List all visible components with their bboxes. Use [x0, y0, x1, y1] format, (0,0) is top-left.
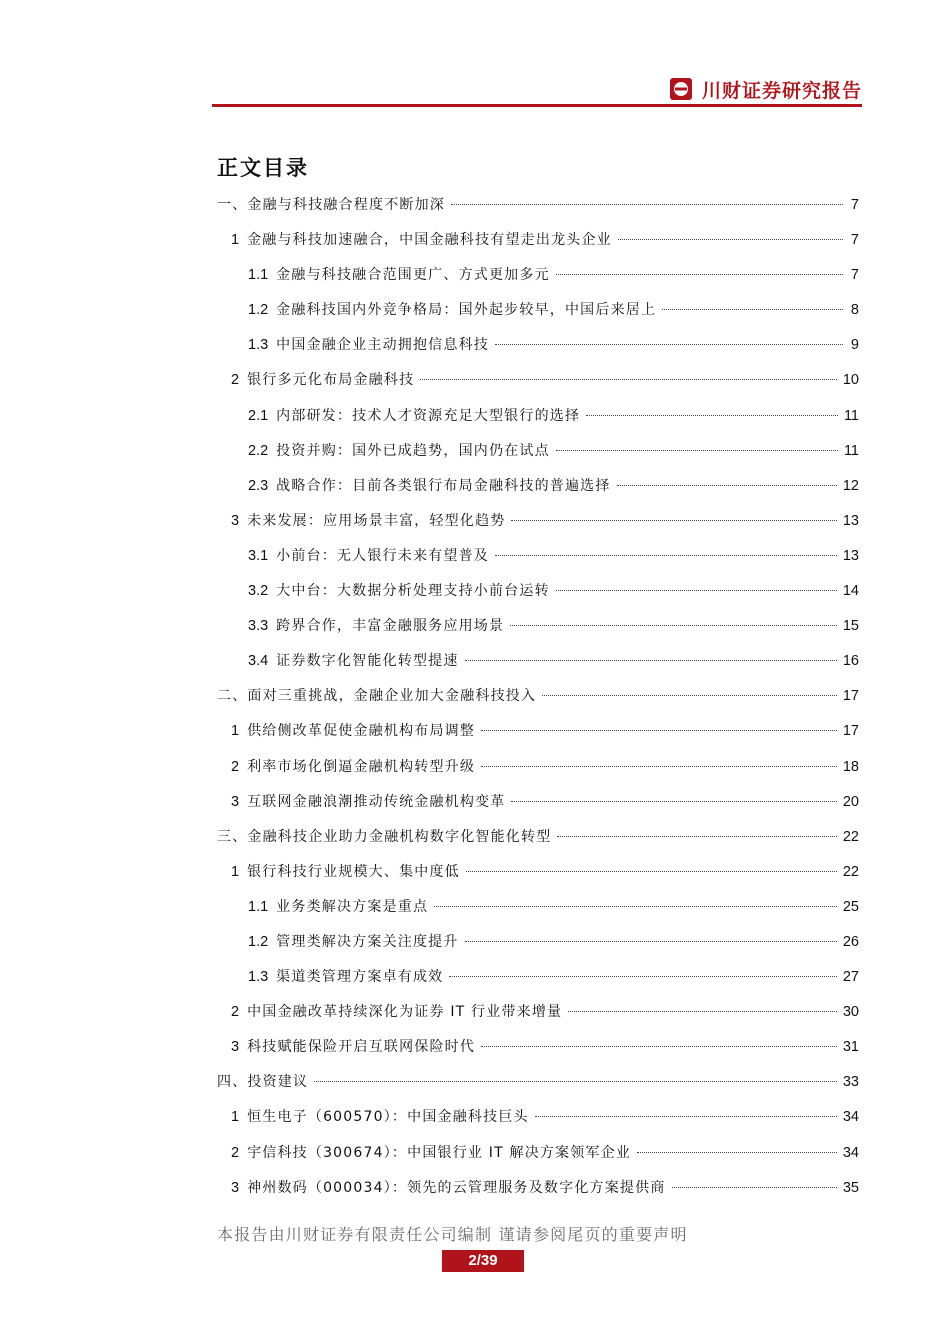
toc-entry-title: 银行多元化布局金融科技: [247, 372, 415, 389]
toc-entry-title: 小前台：无人银行未来有望普及: [276, 547, 489, 564]
toc-entry[interactable]: [217, 434, 859, 469]
toc-entry-title: 跨界合作，丰富金融服务应用场景: [276, 618, 505, 635]
toc-leader-dots: [511, 520, 836, 521]
toc-entry[interactable]: [217, 188, 859, 223]
toc-entry[interactable]: [217, 1136, 859, 1171]
toc-leader-dots: [586, 415, 838, 416]
toc-leader-dots: [542, 695, 837, 696]
toc-entry[interactable]: [217, 363, 859, 398]
toc-entry-page: 34: [842, 1144, 859, 1161]
toc-entry-title: 战略合作：目前各类银行布局金融科技的普遍选择: [276, 477, 611, 494]
toc-entry-page: 27: [842, 969, 859, 986]
toc-entry-page: 33: [842, 1074, 859, 1091]
toc-entry-number: 2.1: [248, 407, 269, 424]
toc-entry-page: 20: [842, 793, 859, 810]
page-header: [212, 74, 862, 108]
toc-leader-dots: [420, 379, 837, 380]
toc-entry-number: 1.2: [248, 933, 269, 950]
toc-entry-number: 2: [231, 1144, 240, 1161]
toc-leader-dots: [556, 590, 837, 591]
toc-entry[interactable]: [217, 960, 859, 995]
toc-entry-title: 四、投资建议: [217, 1074, 309, 1091]
toc-entry[interactable]: [217, 925, 859, 960]
toc-entry-page: 13: [842, 547, 859, 564]
toc-entry-title: 二、面对三重挑战，金融企业加大金融科技投入: [217, 688, 537, 705]
toc-entry-title: 中国金融企业主动拥抱信息科技: [276, 337, 489, 354]
toc-leader-dots: [481, 766, 837, 767]
toc-entry-page: 22: [842, 828, 859, 845]
toc-entry-page: 17: [842, 723, 859, 740]
toc-entry-page: 9: [850, 337, 859, 354]
toc-entry-number: 2.3: [248, 477, 269, 494]
toc-entry-number: 1: [231, 1109, 240, 1126]
toc-leader-dots: [535, 1116, 837, 1117]
toc-title: 正文目录: [217, 156, 309, 180]
toc-leader-dots: [314, 1081, 837, 1082]
toc-entry-number: 1: [231, 863, 240, 880]
toc-entry[interactable]: [217, 1171, 859, 1206]
toc-entry-page: 11: [843, 442, 859, 459]
toc-entry-number: 2: [231, 758, 240, 775]
toc-entry[interactable]: [217, 890, 859, 925]
toc-entry-number: 3.4: [248, 653, 269, 670]
page-indicator: 2/39: [442, 1250, 524, 1272]
toc-entry-page: 17: [842, 688, 859, 705]
toc-entry-title: 银行科技行业规模大、集中度低: [247, 863, 460, 880]
toc-leader-dots: [466, 871, 837, 872]
toc-entry-title: 宇信科技（300674）：中国银行业 IT 解决方案领军企业: [247, 1144, 632, 1161]
toc-leader-dots: [568, 1011, 837, 1012]
toc-entry-number: 1: [231, 723, 240, 740]
toc-entry[interactable]: [217, 644, 859, 679]
toc-entry-title: 利率市场化倒逼金融机构转型升级: [247, 758, 476, 775]
toc-entry-title: 供给侧改革促使金融机构布局调整: [247, 723, 476, 740]
toc-entry-number: 3.3: [248, 618, 269, 635]
toc-entry-page: 18: [842, 758, 859, 775]
toc-entry-page: 26: [842, 933, 859, 950]
toc-entry-number: 2.2: [248, 442, 269, 459]
toc-leader-dots: [495, 555, 837, 556]
toc-entry-page: 11: [843, 407, 859, 424]
toc-entry-title: 一、金融与科技融合程度不断加深: [217, 197, 445, 213]
toc-entry-title: 大中台：大数据分析处理支持小前台运转: [276, 583, 550, 600]
toc-entry[interactable]: [217, 1100, 859, 1135]
toc-entry-page: 8: [850, 302, 859, 319]
toc-entry-title: 三、金融科技企业助力金融机构数字化智能化转型: [217, 828, 552, 845]
toc-entry-page: 12: [842, 477, 859, 494]
toc-entry-number: 3: [231, 1039, 240, 1056]
table-of-contents: [217, 188, 859, 1206]
toc-entry-number: 1.3: [248, 969, 269, 986]
toc-entry-title: 金融与科技加速融合，中国金融科技有望走出龙头企业: [247, 232, 612, 249]
toc-entry[interactable]: [217, 609, 859, 644]
toc-entry-page: 15: [842, 618, 859, 635]
toc-entry-title: 金融科技国内外竞争格局：国外起步较早，中国后来居上: [276, 302, 657, 319]
toc-leader-dots: [556, 274, 843, 275]
toc-entry-page: 25: [842, 898, 859, 915]
toc-leader-dots: [617, 485, 837, 486]
toc-entry-title: 管理类解决方案关注度提升: [276, 933, 459, 950]
toc-entry-page: 14: [842, 583, 859, 600]
toc-entry-title: 科技赋能保险开启互联网保险时代: [247, 1039, 476, 1056]
toc-entry-page: 22: [842, 863, 859, 880]
toc-entry[interactable]: [217, 574, 859, 609]
toc-entry-number: 3: [231, 793, 240, 810]
toc-entry[interactable]: [217, 714, 859, 749]
toc-entry-page: 35: [842, 1179, 859, 1196]
toc-entry[interactable]: [217, 258, 859, 293]
toc-entry-page: 7: [850, 197, 859, 213]
toc-leader-dots: [510, 625, 837, 626]
toc-leader-dots: [672, 1187, 837, 1188]
toc-entry-title: 互联网金融浪潮推动传统金融机构变革: [247, 793, 506, 810]
toc-entry[interactable]: [217, 1065, 859, 1100]
toc-entry-number: 3.2: [248, 583, 269, 600]
toc-entry-title: 未来发展：应用场景丰富，轻型化趋势: [247, 512, 506, 529]
toc-entry[interactable]: [217, 539, 859, 574]
header-divider: [212, 104, 862, 107]
toc-leader-dots: [662, 309, 843, 310]
toc-entry-number: 2: [231, 1004, 240, 1021]
toc-entry-page: 7: [850, 232, 859, 249]
toc-entry-page: 30: [842, 1004, 859, 1021]
company-logo-icon: [670, 78, 692, 100]
toc-entry-number: 1.1: [248, 267, 269, 284]
toc-entry[interactable]: [217, 223, 859, 258]
toc-entry-page: 7: [850, 267, 859, 284]
toc-leader-dots: [451, 204, 843, 205]
toc-entry-number: 1.3: [248, 337, 269, 354]
toc-entry-number: 1: [231, 232, 240, 249]
toc-entry-title: 内部研发：技术人才资源充足大型银行的选择: [276, 407, 581, 424]
toc-entry[interactable]: [217, 750, 859, 785]
toc-entry-number: 2: [231, 372, 240, 389]
toc-entry-page: 31: [842, 1039, 859, 1056]
toc-entry-page: 10: [842, 372, 859, 389]
toc-entry[interactable]: [217, 504, 859, 539]
toc-entry-number: 1.2: [248, 302, 269, 319]
toc-entry-title: 业务类解决方案是重点: [276, 898, 429, 915]
toc-entry[interactable]: [217, 399, 859, 434]
toc-entry[interactable]: [217, 293, 859, 328]
toc-entry-title: 证券数字化智能化转型提速: [276, 653, 459, 670]
toc-leader-dots: [465, 941, 837, 942]
toc-leader-dots: [465, 660, 837, 661]
toc-entry-number: 3.1: [248, 547, 269, 564]
toc-entry-number: 1.1: [248, 898, 269, 915]
toc-entry-title: 神州数码（000034）：领先的云管理服务及数字化方案提供商: [247, 1179, 666, 1196]
toc-entry[interactable]: [217, 995, 859, 1030]
toc-leader-dots: [556, 450, 838, 451]
toc-leader-dots: [434, 906, 837, 907]
toc-entry[interactable]: [217, 785, 859, 820]
toc-entry-title: 渠道类管理方案卓有成效: [276, 969, 444, 986]
toc-entry[interactable]: [217, 469, 859, 504]
toc-entry-title: 中国金融改革持续深化为证券 IT 行业带来增量: [247, 1004, 563, 1021]
toc-leader-dots: [495, 344, 843, 345]
toc-leader-dots: [449, 976, 836, 977]
toc-leader-dots: [481, 1046, 837, 1047]
toc-leader-dots: [511, 801, 836, 802]
toc-entry[interactable]: [217, 679, 859, 714]
toc-entry-page: 34: [842, 1109, 859, 1126]
toc-entry-title: 投资并购：国外已成趋势，国内仍在试点: [276, 442, 550, 459]
brand-name: 川财证券研究报告: [701, 80, 862, 102]
toc-entry-title: 金融与科技融合范围更广、方式更加多元: [276, 267, 550, 284]
toc-entry[interactable]: [217, 328, 859, 363]
toc-entry[interactable]: [217, 1030, 859, 1065]
toc-entry[interactable]: [217, 855, 859, 890]
toc-entry-page: 13: [842, 512, 859, 529]
toc-leader-dots: [637, 1152, 837, 1153]
toc-entry-page: 16: [842, 653, 859, 670]
toc-entry[interactable]: [217, 820, 859, 855]
toc-leader-dots: [557, 836, 836, 837]
toc-entry-number: 3: [231, 1179, 240, 1196]
toc-entry-number: 3: [231, 512, 240, 529]
toc-leader-dots: [618, 239, 843, 240]
footer-disclaimer: 本报告由川财证券有限责任公司编制 谨请参阅尾页的重要声明: [217, 1225, 688, 1244]
toc-leader-dots: [481, 730, 837, 731]
toc-entry-title: 恒生电子（600570）：中国金融科技巨头: [247, 1109, 529, 1126]
